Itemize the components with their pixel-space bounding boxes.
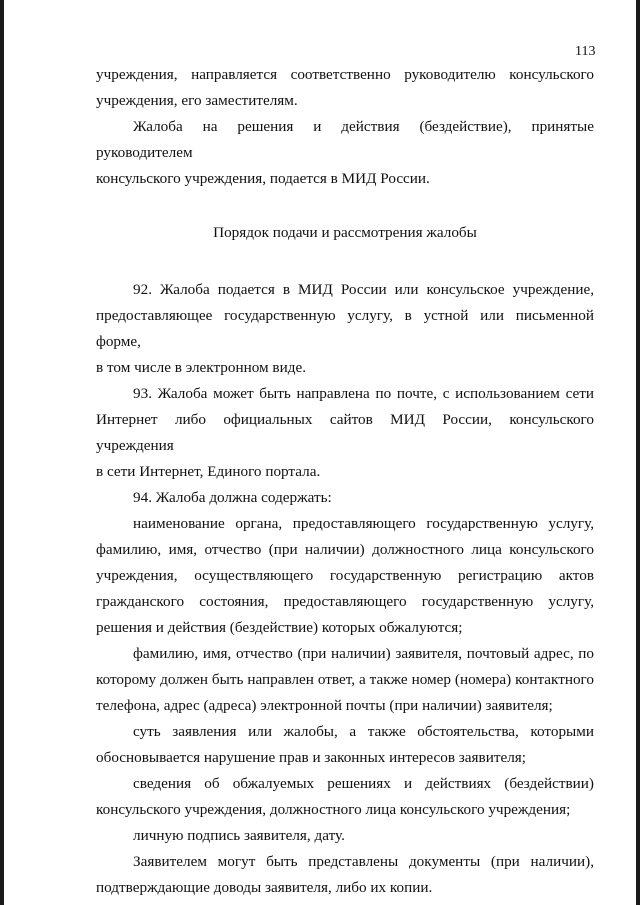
- text-line: которому должен быть направлен ответ, а также номер (номера) контактного: [96, 671, 594, 688]
- paragraph-94: [96, 485, 594, 511]
- paragraph-93: [96, 381, 594, 485]
- text-line: 93. Жалоба может быть направлена по почте, с использованием сети: [133, 385, 594, 402]
- paragraph-continuation: [96, 62, 594, 114]
- text-line: сведения об обжалуемых решениях и действиях (бездействии): [133, 775, 594, 792]
- text-line: гражданского состояния, предоставляющего государственную услугу,: [96, 593, 594, 610]
- text-line: учреждения, его заместителям.: [96, 92, 298, 109]
- paragraph-requirement-organ: [96, 511, 594, 641]
- text-line: 94. Жалоба должна содержать:: [133, 489, 332, 506]
- text-line: наименование органа, предоставляющего государственную услугу,: [133, 515, 594, 532]
- scan-edge-right: [636, 0, 640, 905]
- text-line: Интернет либо официальных сайтов МИД России, консульского учреждения: [96, 411, 594, 454]
- text-line: подтверждающие доводы заявителя, либо их копии.: [96, 879, 433, 896]
- scan-edge-left: [0, 0, 4, 905]
- text-line: 92. Жалоба подается в МИД России или консульское учреждение,: [133, 281, 594, 298]
- paragraph-requirement-decisions: [96, 771, 594, 823]
- paragraph-requirement-essence: [96, 719, 594, 771]
- text-line: решения и действия (бездействие) которых обжалуются;: [96, 619, 463, 636]
- text-line: Заявителем могут быть представлены документы (при наличии),: [133, 853, 594, 870]
- paragraph-complaint-head: [96, 114, 594, 192]
- paragraph-requirement-signature: [96, 823, 594, 849]
- text-line: учреждения, осуществляющего государственную регистрацию актов: [96, 567, 594, 584]
- document-body: [96, 62, 594, 901]
- text-line: в том числе в электронном виде.: [96, 359, 306, 376]
- text-line: фамилию, имя, отчество (при наличии) заявителя, почтовый адрес, по: [133, 645, 594, 662]
- paragraph-documents: [96, 849, 594, 901]
- text-line: учреждения, направляется соответственно руководителю консульского: [96, 66, 594, 83]
- text-line: обосновывается нарушение прав и законных интересов заявителя;: [96, 749, 526, 766]
- text-line: фамилию, имя, отчество (при наличии) должностного лица консульского: [96, 541, 594, 558]
- paragraph-requirement-applicant: [96, 641, 594, 719]
- text-line: Жалоба на решения и действия (бездействие), принятые руководителем: [96, 118, 594, 161]
- text-line: личную подпись заявителя, дату.: [133, 827, 345, 844]
- text-line: телефона, адрес (адреса) электронной почты (при наличии) заявителя;: [96, 697, 553, 714]
- text-line: консульского учреждения, должностного лица консульского учреждения;: [96, 801, 571, 818]
- text-line: в сети Интернет, Единого портала.: [96, 463, 321, 480]
- page-number: 113: [575, 44, 596, 59]
- text-line: суть заявления или жалобы, а также обстоятельства, которыми: [133, 723, 594, 740]
- text-line: предоставляющее государственную услугу, в устной или письменной форме,: [96, 307, 594, 350]
- section-heading: Порядок подачи и рассмотрения жалобы: [213, 224, 477, 241]
- text-line: консульского учреждения, подается в МИД России.: [96, 170, 430, 187]
- paragraph-92: [96, 277, 594, 381]
